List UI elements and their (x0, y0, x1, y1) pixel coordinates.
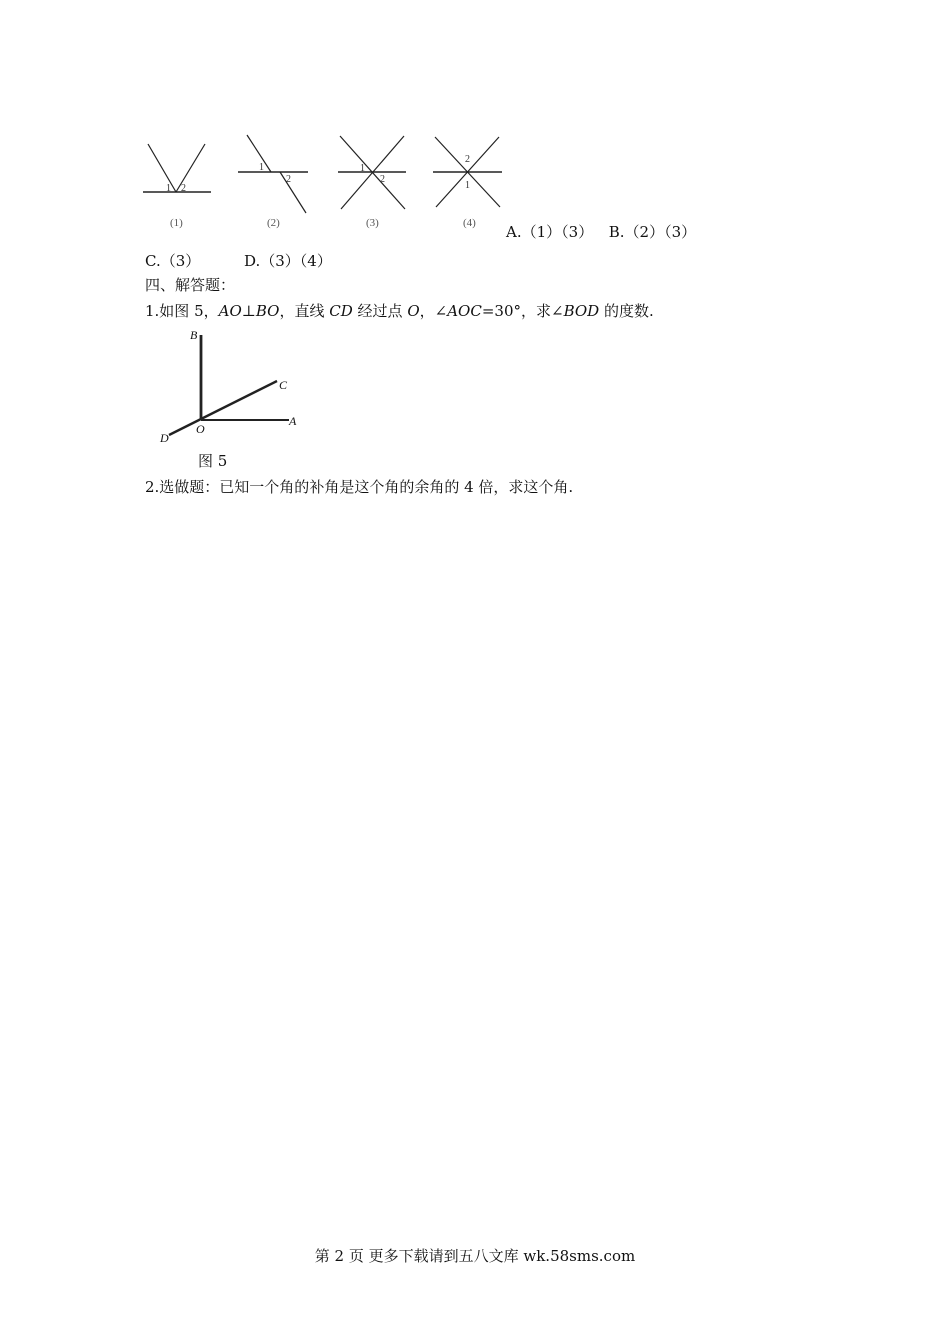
figure-2-caption: (2) (267, 217, 280, 229)
figure-3 (338, 136, 406, 229)
section-title: 四、解答题： (145, 276, 236, 294)
figure-4-angle-2-label: 2 (465, 154, 470, 165)
q1-text-4: =30°，求∠ (481, 302, 564, 320)
point-b-label: B (190, 328, 198, 342)
figure-1-caption: (1) (170, 217, 183, 229)
figure-1-angle-2-label: 2 (181, 183, 186, 194)
point-a-label: A (289, 414, 297, 428)
q1-aoc: AOC (447, 302, 482, 320)
q1-text-1: ，直线 (279, 302, 330, 320)
q1-text-2: 经过点 (352, 302, 408, 320)
figure-2 (238, 135, 308, 229)
figure-2-angle-2-label: 2 (286, 174, 291, 185)
figure-2-angle-1-label: 1 (259, 162, 264, 173)
question-2: 2.选做题：已知一个角的补角是这个角的余角的 4 倍，求这个角. (145, 478, 574, 496)
q1-prefix: 1.如图 5， (145, 302, 219, 320)
page-footer: 第 2 页 更多下载请到五八文库 wk.58sms.com (314, 1247, 636, 1265)
q1-bo: BO (255, 302, 280, 320)
options-row-1 (506, 222, 696, 242)
figure-4-caption: (4) (463, 217, 476, 229)
figure-3-caption: (3) (366, 217, 379, 229)
point-d-label: D (160, 431, 169, 445)
q1-text-3: ，∠ (419, 302, 448, 320)
figure-4-angle-1-label: 1 (465, 180, 470, 191)
q1-ao: AO (218, 302, 242, 320)
figure-1-angle-1-label: 1 (166, 183, 171, 194)
figure-5 (155, 325, 315, 450)
q1-perp-symbol: ⊥ (241, 302, 256, 320)
figure-5-caption: 图 5 (198, 452, 228, 470)
figure-3-angle-1-label: 1 (360, 163, 365, 174)
q1-o: O (407, 302, 420, 320)
q1-cd: CD (329, 302, 353, 320)
choice-figures (130, 125, 520, 240)
option-d: D.（3）（4） (244, 252, 332, 270)
line-cd (169, 381, 277, 435)
figure-1 (143, 144, 211, 229)
q1-bod: BOD (563, 302, 600, 320)
option-a: A.（1）（3） (506, 223, 594, 241)
point-o-label: O (196, 422, 205, 436)
point-c-label: C (279, 378, 288, 392)
figure-3-angle-2-label: 2 (380, 174, 385, 185)
option-c: C.（3） (145, 252, 201, 270)
figure-4 (433, 137, 502, 229)
question-1 (145, 301, 654, 321)
q1-suffix: 的度数. (599, 302, 654, 320)
option-b: B.（2）（3） (608, 223, 697, 241)
